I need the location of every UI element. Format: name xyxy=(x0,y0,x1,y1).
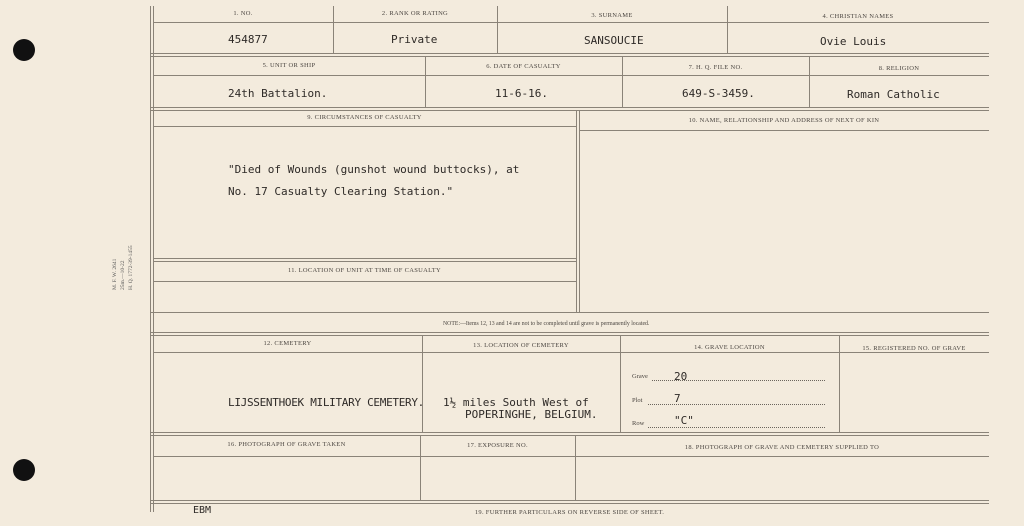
label-further-particulars: 19. FURTHER PARTICULARS ON REVERSE SIDE OF SHEET. xyxy=(474,509,665,516)
label-christian-names: 4. CHRISTIAN NAMES xyxy=(822,13,894,20)
value-christian-names: Ovie Louis xyxy=(820,35,887,48)
value-location-line2: POPERINGHE, BELGIUM. xyxy=(465,408,598,421)
value-religion: Roman Catholic xyxy=(847,88,940,101)
label-plot: Plot xyxy=(632,397,643,404)
value-surname: SANSOUCIE xyxy=(584,34,644,47)
label-rank: 2. RANK OR RATING xyxy=(381,10,449,17)
label-photo-taken: 16. PHOTOGRAPH OF GRAVE TAKEN xyxy=(227,441,346,448)
label-hq-file: 7. H. Q. FILE NO. xyxy=(688,64,743,71)
label-location-of-cemetery: 13. LOCATION OF CEMETERY xyxy=(473,342,569,349)
label-location-of-unit: 11. LOCATION OF UNIT AT TIME OF CASUALTY xyxy=(287,267,442,274)
value-row: "C" xyxy=(674,414,694,427)
value-hq-file: 649-S-3459. xyxy=(682,87,755,100)
value-circumstances-line2: No. 17 Casualty Clearing Station." xyxy=(228,185,454,198)
value-plot: 7 xyxy=(674,392,681,405)
side-print-3: H. Q. 1772-39-1455 xyxy=(128,245,134,290)
side-print-1: M. F. W. 2641 xyxy=(112,258,118,290)
value-initials: EBM xyxy=(193,505,212,516)
label-cemetery: 12. CEMETERY xyxy=(263,340,312,347)
label-next-of-kin: 10. NAME, RELATIONSHIP AND ADDRESS OF NEXT OF KIN xyxy=(688,117,880,124)
label-grave: Grave xyxy=(632,373,648,380)
value-rank: Private xyxy=(391,33,438,46)
value-no: 454877 xyxy=(228,33,268,46)
label-photo-supplied: 18. PHOTOGRAPH OF GRAVE AND CEMETERY SUPPLIED TO xyxy=(684,444,880,451)
label-registered-no: 15. REGISTERED NO. OF GRAVE xyxy=(862,345,966,352)
label-surname: 3. SURNAME xyxy=(591,12,633,19)
value-unit: 24th Battalion. xyxy=(228,87,328,100)
label-grave-location: 14. GRAVE LOCATION xyxy=(694,344,765,351)
value-date: 11-6-16. xyxy=(495,87,548,100)
value-circumstances-line1: "Died of Wounds (gunshot wound buttocks), at xyxy=(228,163,520,176)
label-circumstances: 9. CIRCUMSTANCES OF CASUALTY xyxy=(307,114,422,121)
label-date: 6. DATE OF CASUALTY xyxy=(486,63,561,70)
value-cemetery: LIJSSENTHOEK MILITARY CEMETERY. xyxy=(228,396,424,409)
value-grave: 20 xyxy=(674,370,688,383)
label-row: Row xyxy=(632,420,645,427)
value-location-line1: 1½ miles South West of xyxy=(443,396,589,409)
label-unit: 5. UNIT OR SHIP xyxy=(262,62,316,69)
side-print-2: 25m.—10-22 xyxy=(120,260,126,290)
note-text: NOTE:—Items 12, 13 and 14 are not to be completed until grave is permanently located. xyxy=(443,321,650,327)
label-religion: 8. RELIGION xyxy=(878,65,920,72)
punch-hole-bottom xyxy=(13,459,35,481)
label-exposure-no: 17. EXPOSURE NO. xyxy=(467,442,528,449)
punch-hole-top xyxy=(13,39,35,61)
label-no: 1. NO. xyxy=(233,10,253,17)
